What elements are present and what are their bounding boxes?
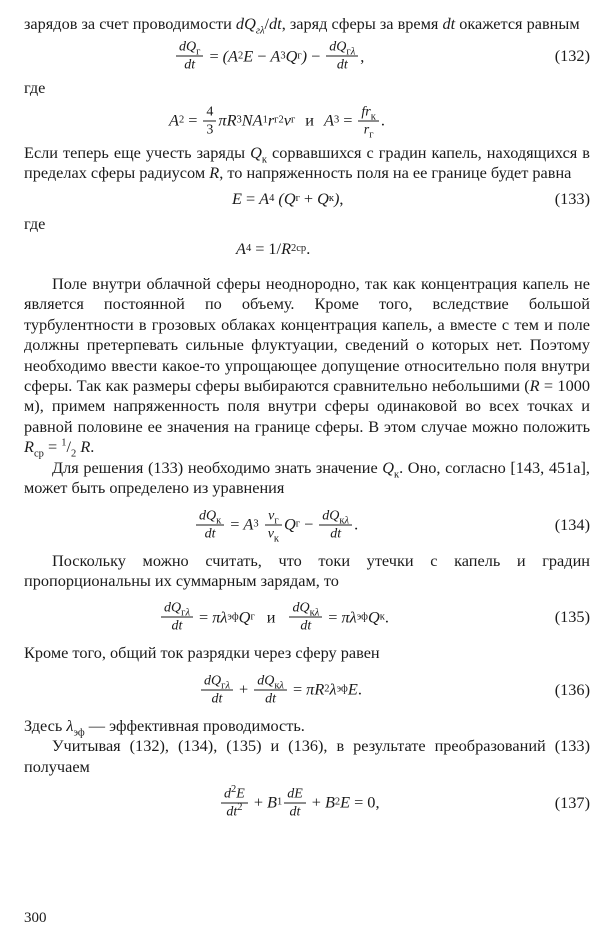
paragraph-solution: Для решения (133) необходимо знать значение $Q_к$. Оно, согласно [143, 451а], может быть определено из уравнения bbox=[24, 457, 590, 498]
paragraph-field-inside: Поле внутри облачной сферы неоднородно, так как концентрация капель не является постоянной по объему. Кроме того, вследствие большой турбулентности в грозовых облаках концентрация капель, а вместе с тем и поле должны претерпевать сильные флуктуации, сведений о которых нет. Поэтому необходимо ввести какое-то упрощающее допущение относительно поля внутри сферы. Так как размеры сферы выбираются сравнительно небольшими (R = 1000 м), примем напряженность поля внутри сферы одинаковой во всех точках и равной половине ее значения на границе сферы. В этом случае можно положить $R_{ср} = ^1/_2$ R. bbox=[24, 274, 590, 460]
paragraph-intro: зарядов за счет проводимости $dQ_{г\lambda}/dt$, заряд сферы за время dt окажется равным bbox=[24, 14, 580, 37]
equation-a2-a3: A 2 = $\frac{4}{3}$ π R 3 NA 1 r г 2 v г и A 3 = $\frac{fr_к}{r_г}$ . bbox=[169, 104, 385, 141]
equation-number: (133) bbox=[554, 188, 590, 208]
equation-number: (132) bbox=[554, 46, 590, 66]
equation-number: (134) bbox=[554, 514, 590, 534]
equation-135: $\frac{dQ_{г\lambda}}{dt}$ = π λ эф Q г и $\frac{dQ_{к\lambda}}{dt}$ = π λ эф Q к . (135) bbox=[24, 591, 590, 643]
equation-132: $\frac{dQ_г}{dt}$ = ( A 2 E − A 3 Q г ) − $\frac{dQ_{г\lambda}}{dt}$ , (132) bbox=[24, 34, 590, 78]
and-word: и bbox=[305, 110, 314, 130]
paragraph-charges: Если теперь еще учесть заряды $Q_к$ сорвавшихся с градин капель, находящихся в пределах сферы радиусом R, то напряженность поля на ее границе будет равна bbox=[24, 142, 590, 183]
equation-a4: A 4 = 1/ R 2 ср . bbox=[236, 238, 311, 258]
paragraph-considering: Учитывая (132), (134), (135) и (136), в результате преобразований (133) получаем bbox=[24, 736, 590, 776]
equation-number: (137) bbox=[554, 792, 590, 812]
paragraph-discharge: Кроме того, общий ток разрядки через сферу равен bbox=[24, 643, 380, 663]
paragraph-leakage: Поскольку можно считать, что токи утечки с капель и градин пропорциональны их суммарным зарядам, то bbox=[24, 550, 590, 590]
and-word: и bbox=[266, 607, 276, 627]
page-number: 300 bbox=[24, 910, 47, 926]
equation-number: (135) bbox=[554, 607, 590, 627]
page-content bbox=[24, 14, 590, 829]
paragraph-here: Здесь $\lambda_{эф}$ — эффективная проводимость. bbox=[24, 715, 305, 738]
equation-137: $\frac{d^2E}{dt^2}$ + B 1 $\frac{dE}{dt}$ + B 2 E = 0, (137) bbox=[24, 777, 590, 829]
equation-number: (136) bbox=[554, 679, 590, 699]
paragraph-where-2: где bbox=[24, 213, 46, 233]
equation-134: $\frac{dQ_к}{dt}$ = A 3 $\frac{v_г}{v_к}$ Q г − $\frac{dQ_{к\lambda}}{dt}$ . (134) bbox=[24, 499, 590, 551]
equation-133: E = A 4 ( Q г + Q к ) , (133) bbox=[232, 188, 590, 208]
equation-136: $\frac{dQ_{г\lambda}}{dt}$ + $\frac{dQ_{к\lambda}}{dt}$ = π R 2 λ эф E . (136) bbox=[24, 664, 590, 716]
paragraph-where-1: где bbox=[24, 78, 46, 98]
